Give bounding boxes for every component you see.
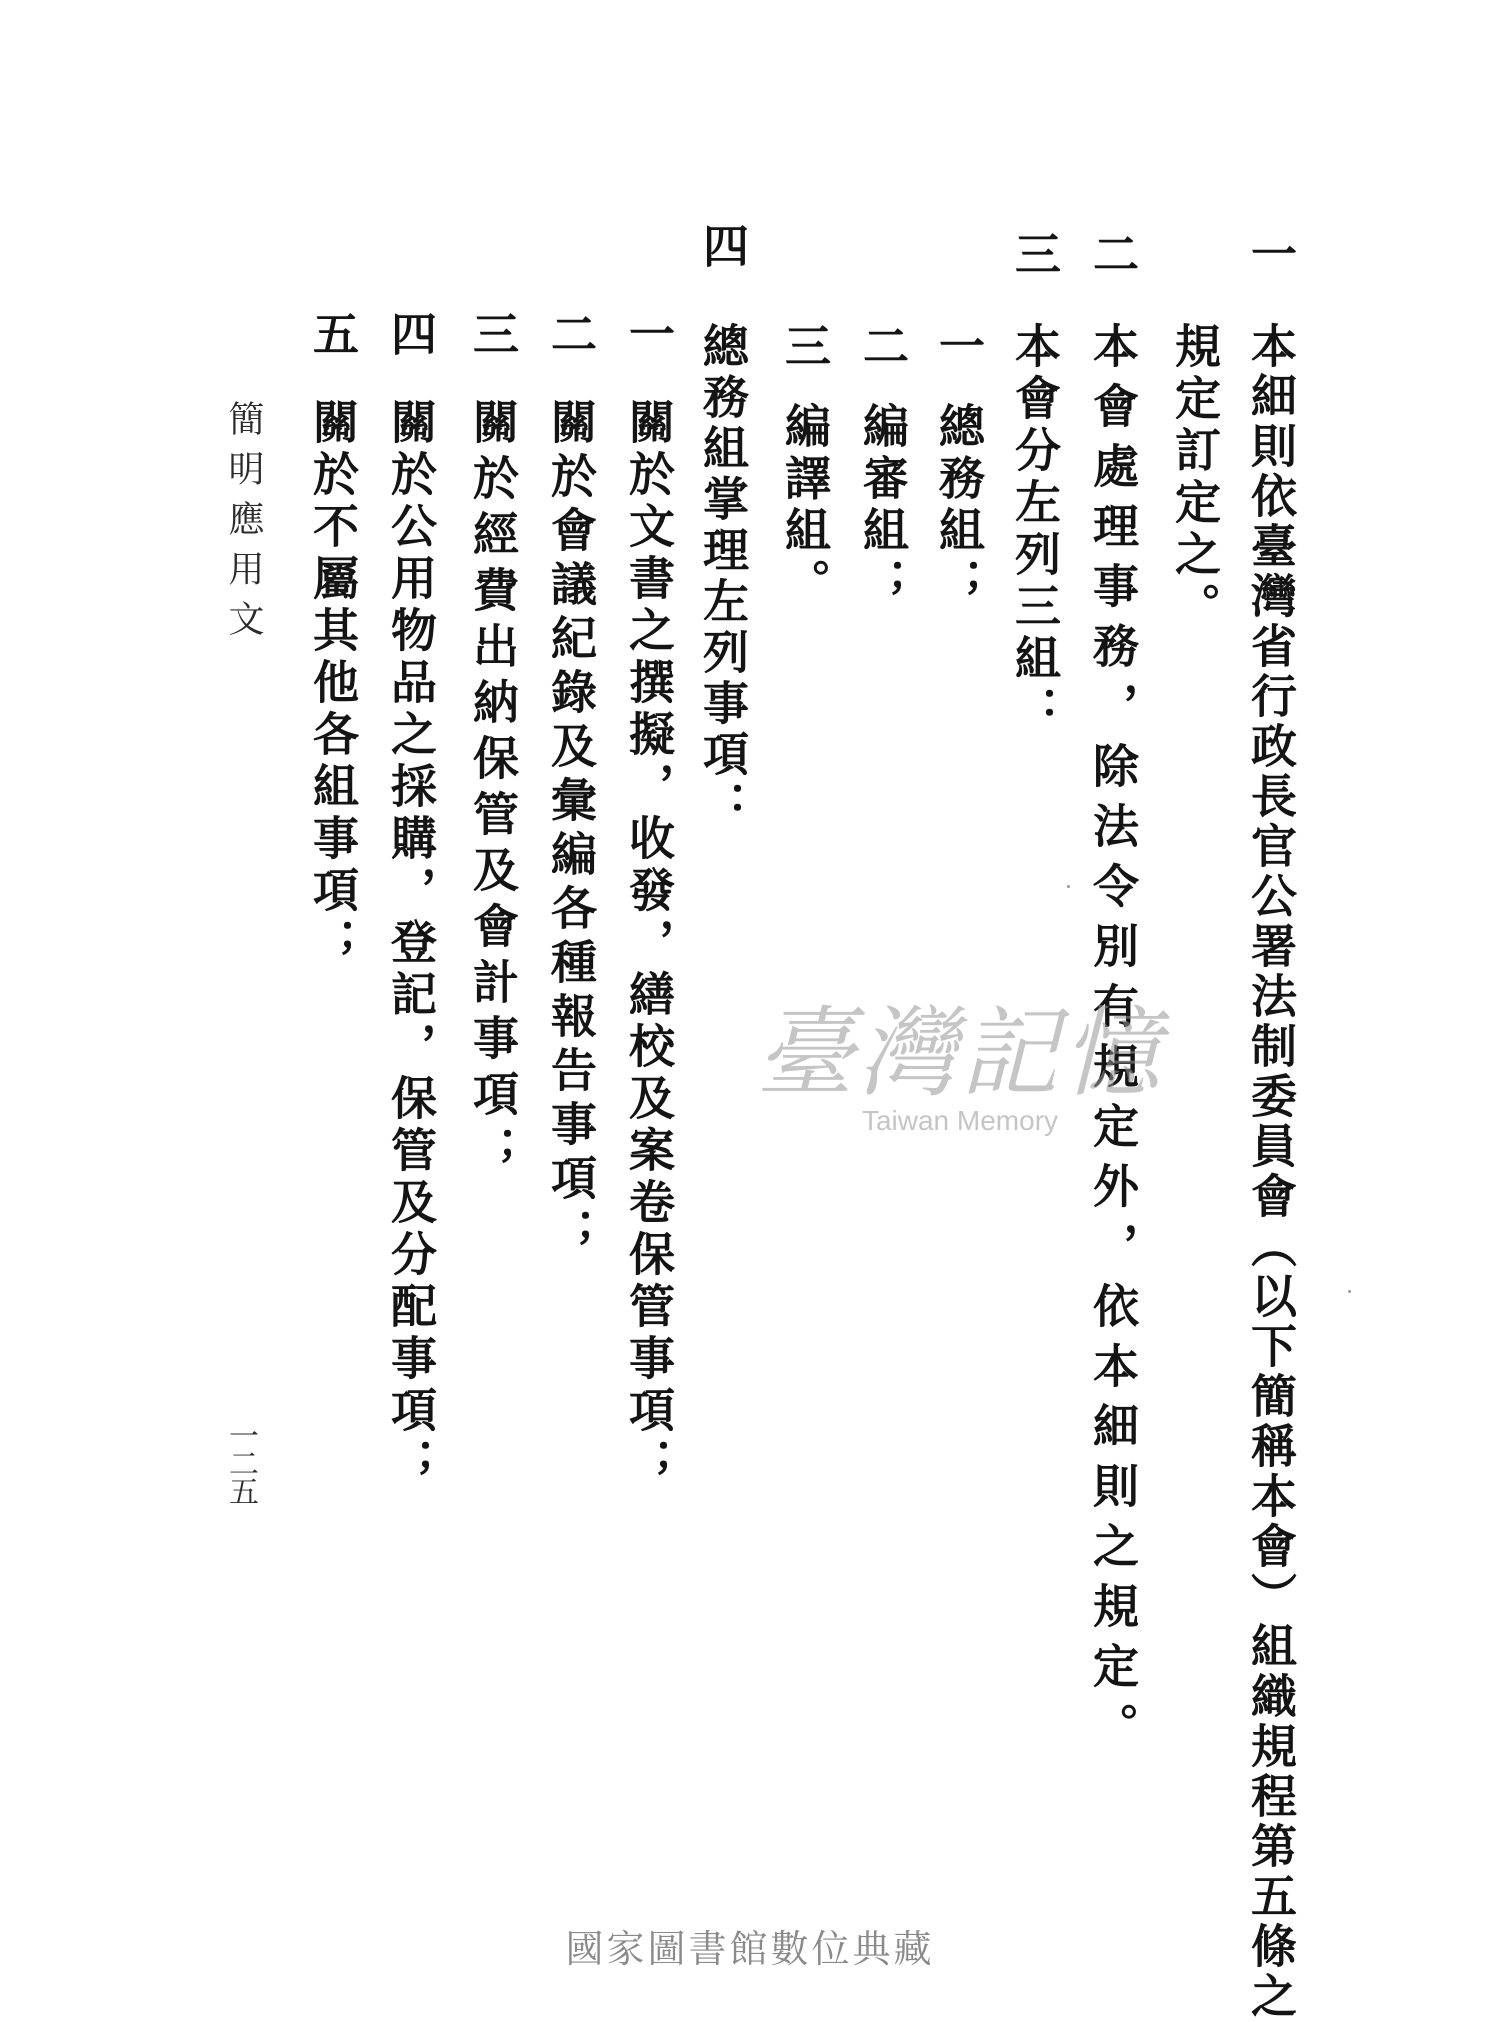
article-2-number: 二	[1086, 230, 1140, 276]
duty-2-number: 二	[544, 310, 598, 356]
duty-2-text: 關於會議紀錄及彙編各種報告事項；	[544, 398, 598, 1262]
group-3-text: 編譯組。	[778, 402, 832, 610]
duty-5-number: 五	[306, 310, 360, 356]
article-3-line-1: 本會分左列三組：	[1008, 322, 1062, 738]
article-1-line-2: 規定訂定之。	[1168, 322, 1222, 634]
group-2-text: 編審組；	[856, 402, 910, 610]
group-1-number: 一	[932, 322, 986, 368]
scan-speck	[1067, 885, 1070, 888]
duty-3-text: 關於經費出納保管及會計事項；	[466, 398, 520, 1182]
article-1-number: 一	[1244, 230, 1298, 276]
article-4-number: 四	[696, 222, 750, 268]
running-header: 簡明應用文	[223, 400, 264, 650]
duty-1-number: 一	[622, 310, 676, 356]
article-4-line-1: 總務組掌理左列事項：	[696, 322, 750, 832]
group-3-number: 三	[778, 322, 832, 368]
duty-3-number: 三	[466, 310, 520, 356]
group-1-text: 總務組；	[932, 402, 986, 610]
watermark-logo-text: 臺灣記憶	[755, 997, 1164, 1111]
duty-1-text: 關於文書之撰擬，收發，繕校及案卷保管事項；	[622, 398, 676, 1490]
watermark-subtitle: Taiwan Memory	[861, 1105, 1059, 1136]
page-number: 一二五	[223, 1420, 258, 1504]
group-2-number: 二	[856, 322, 910, 368]
article-3-number: 三	[1008, 230, 1062, 276]
article-1-line-1: 本細則依臺灣省行政長官公署法制委員會（以下簡稱本會）組織規程第五條之	[1244, 322, 1298, 2022]
duty-4-number: 四	[384, 310, 438, 356]
footer-collection-label: 國家圖書館數位典藏	[565, 1927, 935, 1971]
article-2-line-1: 本會處理事務，除法令別有規定外，依本細則之規定。	[1086, 322, 1140, 1762]
duty-4-text: 關於公用物品之採購，登記，保管及分配事項；	[384, 398, 438, 1490]
duty-5-text: 關於不屬其他各組事項；	[306, 398, 360, 970]
scan-speck	[1348, 1290, 1351, 1293]
